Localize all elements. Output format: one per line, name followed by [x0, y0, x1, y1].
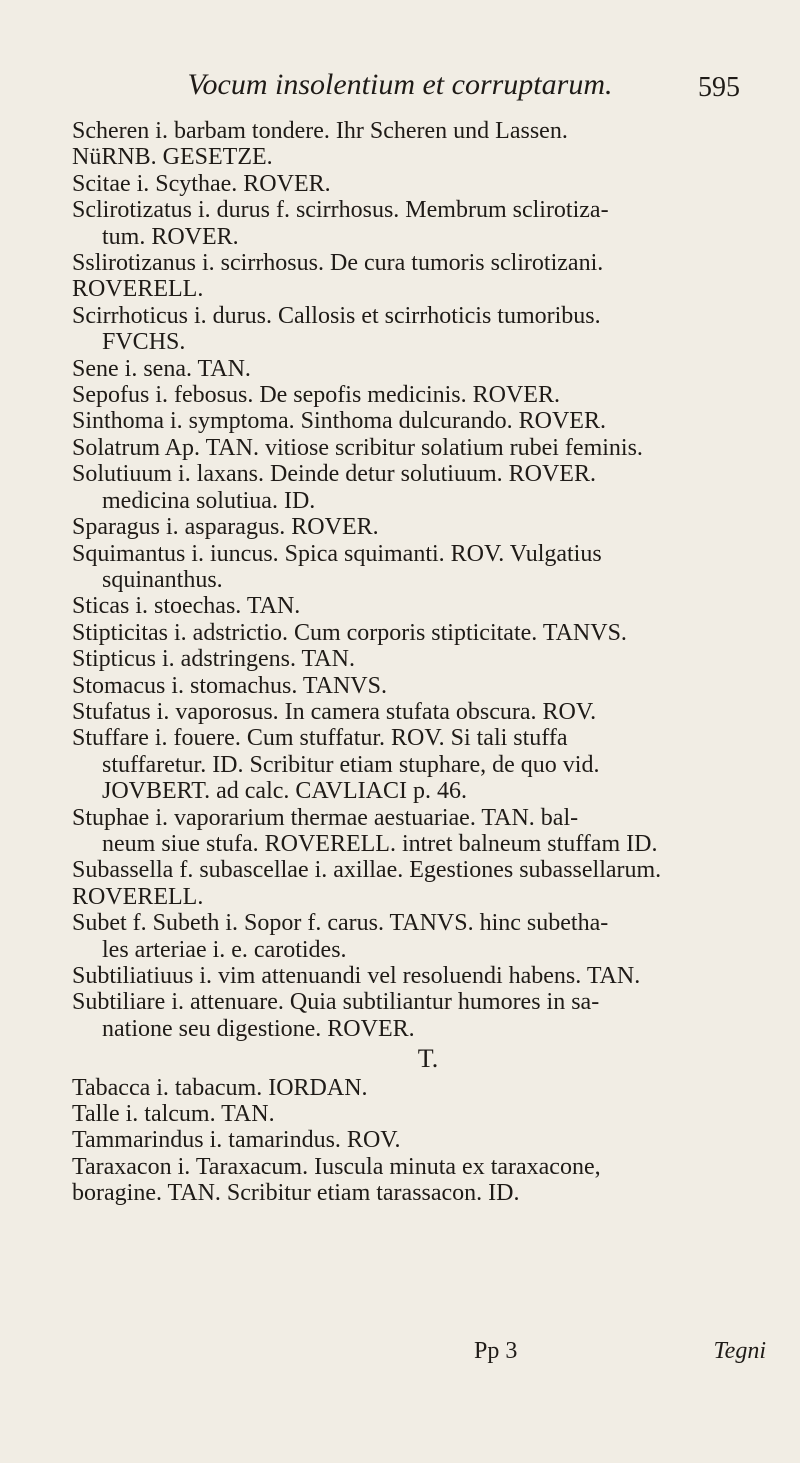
glossary-line: Sslirotizanus i. scirrhosus. De cura tumoris sclirotizani. — [72, 250, 604, 277]
glossary-line: stuffaretur. ID. Scribitur etiam stuphare, de quo vid. — [102, 751, 600, 778]
glossary-line: Sinthoma i. symptoma. Sinthoma dulcurando. ROVER. — [72, 408, 606, 435]
glossary-line: medicina solutiua. ID. — [102, 487, 316, 514]
glossary-line: tum. ROVER. — [102, 223, 239, 250]
glossary-line: NüRNB. GESETZE. — [72, 144, 273, 171]
glossary-line: Tabacca i. tabacum. IORDAN. — [72, 1074, 368, 1101]
glossary-line: Subtiliare i. attenuare. Quia subtiliantur humores in sa- — [72, 989, 600, 1016]
glossary-line: Scheren i. barbam tondere. Ihr Scheren und Lassen. — [72, 118, 568, 144]
running-title: Vocum insolentium et corruptarum. — [187, 68, 613, 101]
page-footer — [72, 1338, 784, 1368]
page-header — [0, 68, 800, 112]
glossary-line: Sclirotizatus i. durus f. scirrhosus. Membrum sclirotiza- — [72, 197, 609, 224]
glossary-line: squinanthus. — [102, 566, 223, 593]
glossary-line: Scitae i. Scythae. ROVER. — [72, 170, 331, 197]
glossary-line: Sene i. sena. TAN. — [72, 355, 251, 382]
glossary-line: Sepofus i. febosus. De sepofis medicinis. ROVER. — [72, 382, 560, 409]
glossary-line: boragine. TAN. Scribitur etiam tarassacon. ID. — [72, 1180, 520, 1207]
glossary-line: Tammarindus i. tamarindus. ROV. — [72, 1127, 401, 1154]
page-number: 595 — [698, 72, 740, 103]
glossary-body — [72, 118, 784, 1207]
glossary-line: natione seu digestione. ROVER. — [102, 1015, 415, 1042]
glossary-line: Stomacus i. stomachus. TANVS. — [72, 672, 387, 699]
glossary-line: ROVERELL. — [72, 276, 204, 303]
glossary-line: Sticas i. stoechas. TAN. — [72, 593, 301, 620]
glossary-line: Squimantus i. iuncus. Spica squimanti. ROV. Vulgatius — [72, 540, 602, 567]
glossary-line: Stipticitas i. adstrictio. Cum corporis stipticitate. TANVS. — [72, 619, 627, 646]
glossary-line: Solutiuum i. laxans. Deinde detur solutiuum. ROVER. — [72, 461, 596, 488]
glossary-line: Stuffare i. fouere. Cum stuffatur. ROV. Si tali stuffa — [72, 725, 568, 752]
glossary-line: Subassella f. subascellae i. axillae. Egestiones subassellarum. — [72, 857, 662, 884]
catchword: Tegni — [713, 1338, 766, 1364]
glossary-line: Taraxacon i. Taraxacum. Iuscula minuta ex taraxacone, — [72, 1153, 601, 1180]
glossary-line: Subet f. Subeth i. Sopor f. carus. TANVS. hinc subetha- — [72, 910, 609, 937]
glossary-line: Subtiliatiuus i. vim attenuandi vel resoluendi habens. TAN. — [72, 963, 641, 989]
glossary-line: neum siue stufa. ROVERELL. intret balneum stuffam ID. — [102, 830, 658, 857]
glossary-line: JOVBERT. ad calc. CAVLIACI p. 46. — [102, 778, 467, 805]
glossary-line: Stufatus i. vaporosus. In camera stufata obscura. ROV. — [72, 698, 597, 725]
glossary-line: Solatrum Ap. TAN. vitiose scribitur solatium rubei feminis. — [72, 434, 643, 461]
glossary-line: Stipticus i. adstringens. TAN. — [72, 646, 355, 673]
glossary-line: Sparagus i. asparagus. ROVER. — [72, 514, 379, 541]
signature-mark: Pp 3 — [474, 1338, 518, 1364]
glossary-line: ROVERELL. — [72, 883, 204, 910]
glossary-line: Scirrhoticus i. durus. Callosis et scirrhoticis tumoribus. — [72, 302, 601, 329]
glossary-line: Stuphae i. vaporarium thermae aestuariae. TAN. bal- — [72, 804, 579, 831]
glossary-line: FVCHS. — [102, 329, 186, 356]
section-letter: T. — [417, 1044, 439, 1074]
glossary-entries-t — [72, 1075, 784, 1207]
glossary-line: les arteriae i. e. carotides. — [102, 936, 347, 963]
glossary-line: Talle i. talcum. TAN. — [72, 1101, 275, 1128]
glossary-entries-s — [72, 118, 784, 1042]
